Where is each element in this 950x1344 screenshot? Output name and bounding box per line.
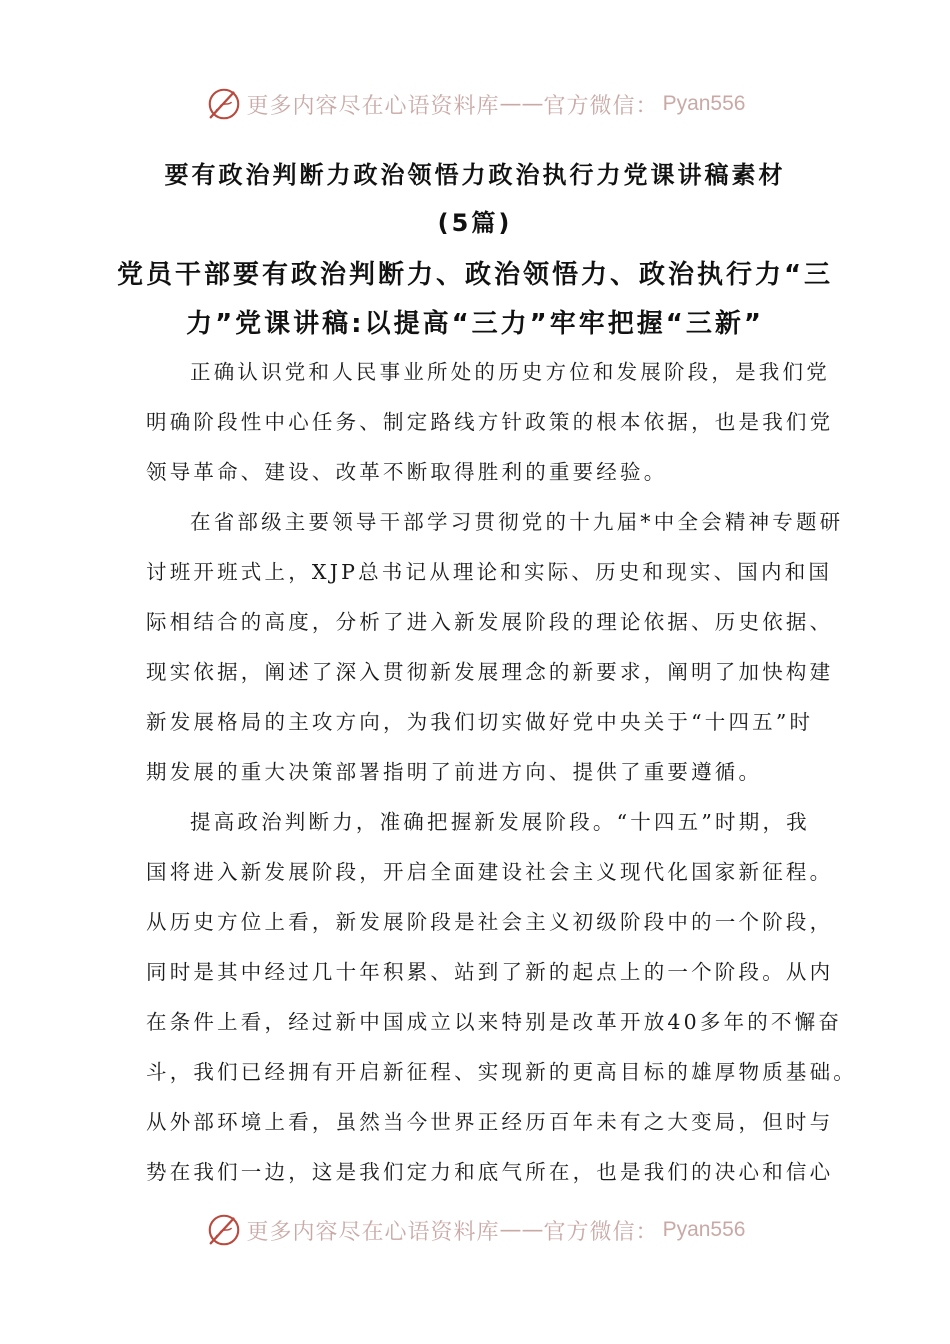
body-line: 提高政治判断力，准确把握新发展阶段。“十四五”时期，我	[190, 810, 810, 834]
body-line: 期发展的重大决策部署指明了前进方向、提供了重要遵循。	[146, 760, 763, 784]
watermark-banner-top	[0, 84, 950, 124]
body-line: 现实依据，阐述了深入贯彻新发展理念的新要求，阐明了加快构建	[146, 660, 834, 684]
body-line: 在条件上看，经过新中国成立以来特别是改革开放40多年的不懈奋	[146, 1010, 843, 1034]
watermark-wechat-id: Pyan556	[662, 1218, 746, 1241]
body-line: 明确阶段性中心任务、制定路线方针政策的根本依据，也是我们党	[146, 410, 834, 434]
body-line: 在省部级主要领导干部学习贯彻党的十九届*中全会精神专题研	[190, 510, 844, 534]
watermark-separator: ——	[499, 1217, 544, 1243]
watermark-label: 官方微信：	[543, 93, 659, 119]
body-line: 势在我们一边，这是我们定力和底气所在，也是我们的决心和信心	[146, 1160, 834, 1184]
body-line: 同时是其中经过几十年积累、站到了新的起点上的一个阶段。从内	[146, 960, 834, 984]
watermark-separator: ——	[499, 91, 544, 117]
document-subtitle: 党员干部要有政治判断力、政治领悟力、政治执行力“三	[116, 260, 834, 290]
watermark-wechat-id: Pyan556	[662, 92, 746, 115]
pen-logo-icon	[205, 1211, 243, 1249]
watermark-text: 更多内容尽在心语资料库	[246, 1219, 500, 1245]
body-line: 从历史方位上看，新发展阶段是社会主义初级阶段中的一个阶段，	[146, 910, 834, 934]
body-line: 讨班开班式上，XJP总书记从理论和实际、历史和现实、国内和国	[146, 560, 833, 584]
watermark-banner-bottom	[0, 1210, 950, 1250]
document-title-count: (5篇)	[437, 209, 513, 237]
watermark-label: 官方微信：	[543, 1219, 659, 1245]
document-title: 要有政治判断力政治领悟力政治执行力党课讲稿素材	[164, 161, 786, 189]
body-line: 新发展格局的主攻方向，为我们切实做好党中央关于“十四五”时	[146, 710, 814, 734]
body-line: 领导革命、建设、改革不断取得胜利的重要经验。	[146, 460, 668, 484]
body-line: 正确认识党和人民事业所处的历史方位和发展阶段，是我们党	[190, 360, 830, 384]
body-line: 斗，我们已经拥有开启新征程、实现新的更高目标的雄厚物质基础。	[146, 1060, 857, 1084]
watermark-text: 更多内容尽在心语资料库	[246, 93, 500, 119]
body-line: 从外部环境上看，虽然当今世界正经历百年未有之大变局，但时与	[146, 1110, 834, 1134]
body-line: 国将进入新发展阶段，开启全面建设社会主义现代化国家新征程。	[146, 860, 834, 884]
document-subtitle-continued: 力”党课讲稿:以提高“三力”牢牢把握“三新”	[186, 309, 764, 339]
body-line: 际相结合的高度，分析了进入新发展阶段的理论依据、历史依据、	[146, 610, 834, 634]
pen-logo-icon	[205, 85, 243, 123]
